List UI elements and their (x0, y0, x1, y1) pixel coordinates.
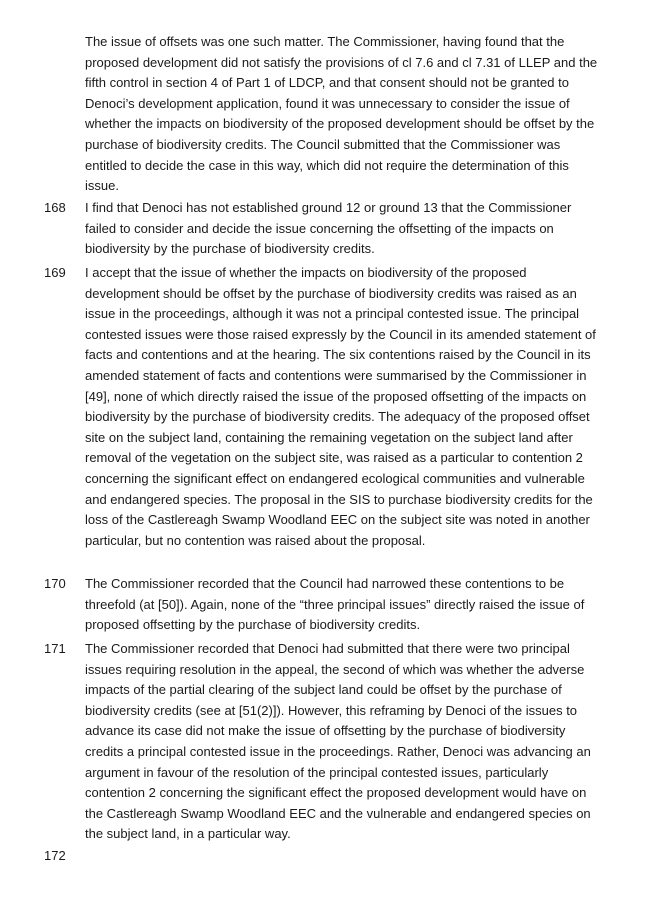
paragraph-continuation (44, 32, 604, 197)
paragraph-text: The Commissioner recorded that Denoci had submitted that there were two principal issues requiring resolution in the appeal, the second of which was whether the adverse impacts of the partial clearing of the subject land could be offset by the purchase of biodiversity credits (see at [51(2)]). However, this reframing by Denoci of the issues to advance its case did not make the issue of offsetting by the purchase of biodiversity credits a principal contested issue in the proceedings. Rather, Denoci was advancing an argument in favour of the resolution of the principal contested issues, particularly contention 2 concerning the significant effect the proposed development would have on the Castlereagh Swamp Woodland EEC and the vulnerable and endangered species on the subject land, in a particular way. (85, 641, 591, 842)
paragraph-number: 168 (44, 200, 66, 215)
paragraph-number: 172 (44, 848, 66, 863)
paragraph-169 (44, 263, 604, 551)
paragraph-number: 171 (44, 641, 66, 656)
paragraph-text: I find that Denoci has not established ground 12 or ground 13 that the Commissioner failed to consider and decide the issue concerning the offsetting of the impacts on biodiversity by the purchase of biodiversity credits. (85, 200, 572, 257)
paragraph-168 (44, 198, 604, 260)
paragraph-text: The Commissioner recorded that the Council had narrowed these contentions to be threefold (at [50]). Again, none of the “three principal issues” directly raised the issue of proposed offsetting by the purchase of biodiversity credits. (85, 576, 585, 633)
paragraph-170 (44, 574, 604, 636)
paragraph-text: I accept that the issue of whether the impacts on biodiversity of the proposed development should be offset by the purchase of biodiversity credits was raised as an issue in the proceedings, although it was not a principal contested issue. The principal contested issues were those raised expressly by the Council in its amended statement of facts and contentions and at the hearing. The six contentions raised by the Council in its amended statement of facts and contentions were summarised by the Commissioner in [49], none of which directly raised the issue of the proposed offsetting of the impacts on biodiversity by the purchase of biodiversity credits. The adequacy of the proposed offset site on the subject land, containing the remaining vegetation on the subject land after removal of the vegetation on the subject site, was raised as a particular to contention 2 concerning the significant effect on endangered ecological communities and vulnerable and endangered species. The proposal in the SIS to purchase biodiversity credits for the loss of the Castlereagh Swamp Woodland EEC on the subject site was noted in another particular, but no contention was raised about the proposal. (85, 265, 596, 548)
paragraph-number: 169 (44, 265, 66, 280)
paragraph-171 (44, 639, 604, 845)
paragraph-text: The issue of offsets was one such matter. The Commissioner, having found that the proposed development did not satisfy the provisions of cl 7.6 and cl 7.31 of LLEP and the fifth control in section 4 of Part 1 of LDCP, and that consent should not be granted to Denoci’s development application, found it was unnecessary to consider the issue of whether the impacts on biodiversity of the proposed development should be offset by the purchase of biodiversity credits. The Council submitted that the Commissioner was entitled to decide the case in this way, which did not require the determination of this issue. (85, 34, 598, 194)
paragraph-number: 170 (44, 576, 66, 591)
